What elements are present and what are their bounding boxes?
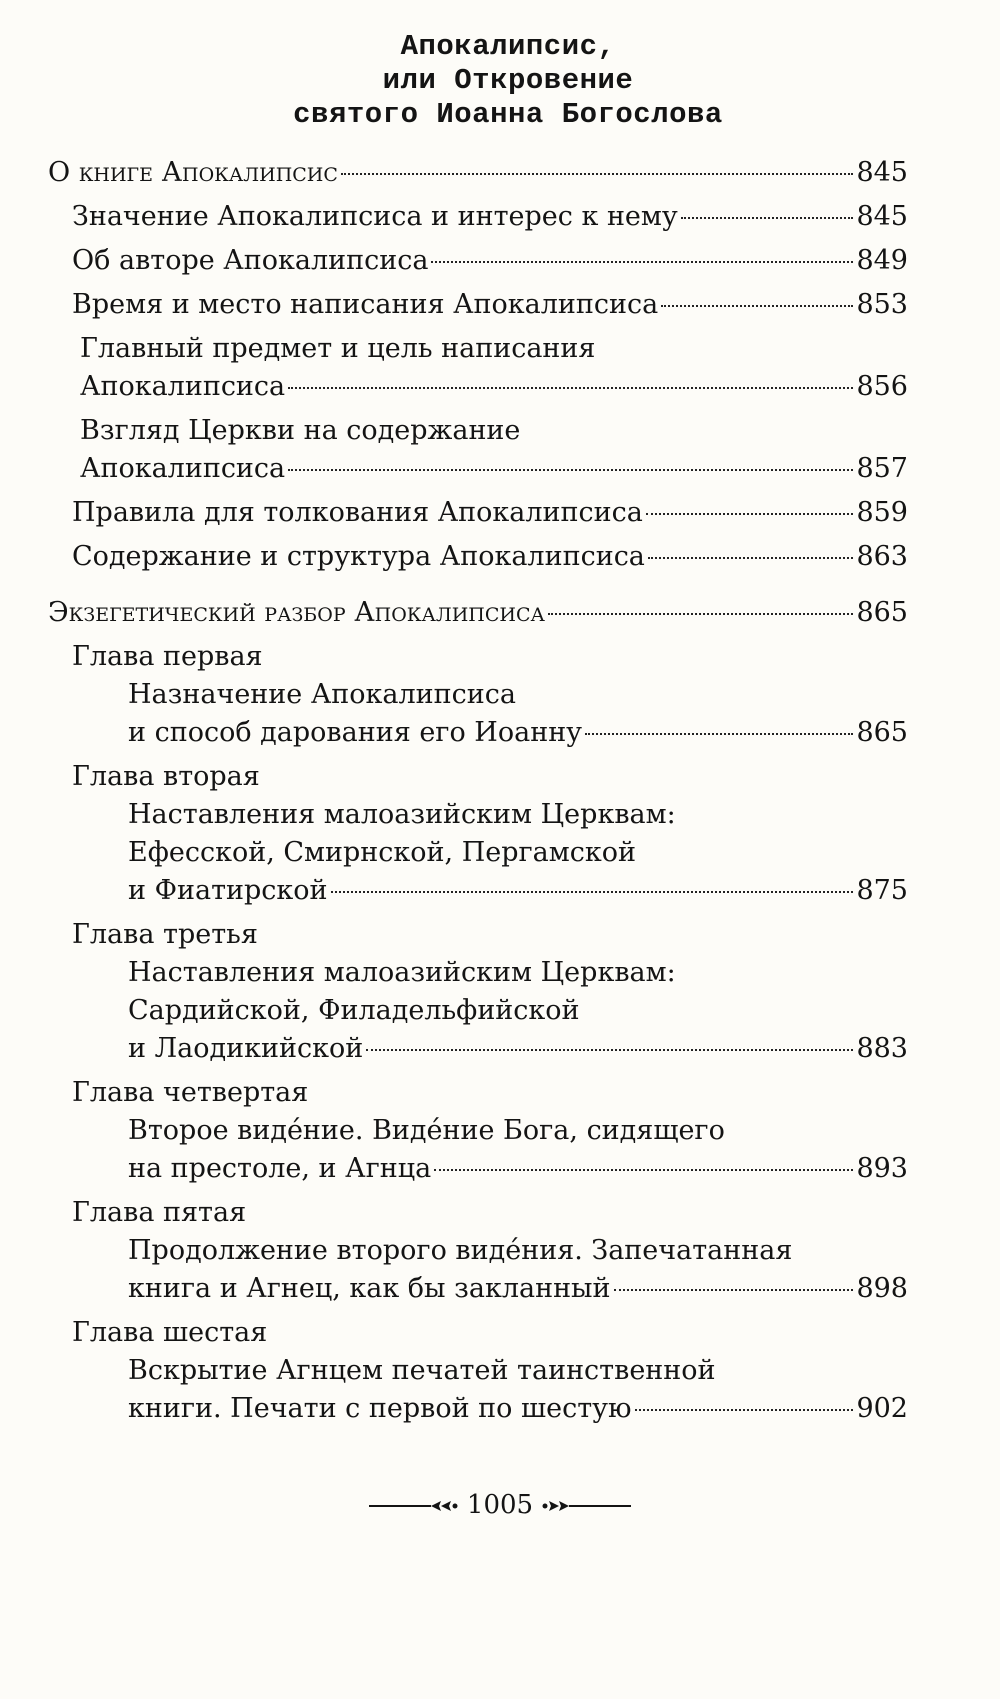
page-number: 875 [856,875,908,906]
toc-entry [48,494,908,532]
entry-title: Об авторе Апокалипсиса [72,245,429,276]
entry-title-line: и способ дарования его Иоанну [128,717,583,748]
section-title: Экзегетический разбор Апокалипсиса [48,597,545,628]
page-footer [0,1488,1000,1523]
toc-chapter [48,1074,908,1188]
entry-title-line: Вскрытие Агнцем печатей таинственной [128,1355,716,1386]
dot-leader [288,387,853,389]
dot-leader [288,469,853,471]
page-number: 845 [856,201,908,232]
page-number: 893 [856,1153,908,1184]
dot-leader [661,305,853,307]
entry-title-line: Наставления малоазийским Церквам: [128,799,676,830]
chapter-heading: Глава вторая [72,761,260,792]
entry-title-line: на престоле, и Агнца [128,1153,432,1184]
right-ornament-icon [541,1489,631,1523]
toc-entry [48,286,908,324]
toc-section-heading [48,154,908,192]
dot-leader [366,1049,853,1051]
entry-title-line: Ефесской, Смирнской, Пергамской [128,837,637,868]
entry-title-line: книга и Агнец, как бы закланный [128,1273,611,1304]
page-number: 883 [856,1033,908,1064]
toc-page [48,30,908,1428]
page-number: 845 [856,157,908,188]
page-number: 865 [856,717,908,748]
entry-title-line: Апокалипсиса [80,453,286,484]
page-number: 856 [856,371,908,402]
left-ornament-icon [369,1489,459,1523]
page-number: 859 [856,497,908,528]
entry-title-line: Главный предмет и цель написания [80,333,596,364]
toc-section-heading [48,594,908,632]
dot-leader [585,733,853,735]
dot-leader [681,217,854,219]
entry-title-line: Наставления малоазийским Церквам: [128,957,676,988]
toc-entry [48,198,908,236]
page-title [108,30,908,132]
title-line: святого Иоанна Богослова [293,98,723,131]
dot-leader [635,1409,854,1411]
toc-entry [48,412,908,488]
page-number: 857 [856,453,908,484]
page-number: 849 [856,245,908,276]
page-number: 902 [856,1393,908,1424]
dot-leader [434,1169,853,1171]
dot-leader [341,173,854,175]
entry-title: Значение Апокалипсиса и интерес к нему [72,201,678,232]
toc-chapter [48,1314,908,1428]
entry-title-line: Апокалипсиса [80,371,286,402]
page-number: 863 [856,541,908,572]
dot-leader [548,613,854,615]
toc-entry [48,242,908,280]
entry-title-line: и Фиатирской [128,875,328,906]
entry-title: Время и место написания Апокалипсиса [72,289,659,320]
toc-entry [48,538,908,576]
entry-title-line: Взгляд Церкви на содержание [80,415,521,446]
toc-entry [48,330,908,406]
page-number: 853 [856,289,908,320]
chapter-heading: Глава четвертая [72,1077,309,1108]
chapter-heading: Глава пятая [72,1197,247,1228]
chapter-heading: Глава первая [72,641,263,672]
dot-leader [646,513,854,515]
entry-title-line: и Лаодикийской [128,1033,364,1064]
page-number-footer: 1005 [466,1490,534,1520]
entry-title-line: Продолжение второго видéния. Запечатанная [128,1235,793,1266]
dot-leader [614,1289,854,1291]
toc-chapter [48,638,908,752]
chapter-heading: Глава третья [72,919,258,950]
entry-title-line: Сардийской, Филадельфийской [128,995,580,1026]
dot-leader [648,557,854,559]
title-line: или Откровение [382,64,634,97]
entry-title: Содержание и структура Апокалипсиса [72,541,645,572]
entry-title: Правила для толкования Апокалипсиса [72,497,643,528]
dot-leader [331,891,854,893]
toc-chapter [48,1194,908,1308]
toc-chapter [48,758,908,910]
dot-leader [431,261,853,263]
toc-chapter [48,916,908,1068]
entry-title-line: Второе видéние. Видéние Бога, сидящего [128,1115,725,1146]
entry-title-line: книги. Печати с первой по шестую [128,1393,632,1424]
entry-title-line: Назначение Апокалипсиса [128,679,516,710]
section-title: О книге Апокалипсис [48,157,338,188]
page-number: 898 [856,1273,908,1304]
page-number: 865 [856,597,908,628]
chapter-heading: Глава шестая [72,1317,268,1348]
title-line: Апокалипсис, [400,30,616,63]
